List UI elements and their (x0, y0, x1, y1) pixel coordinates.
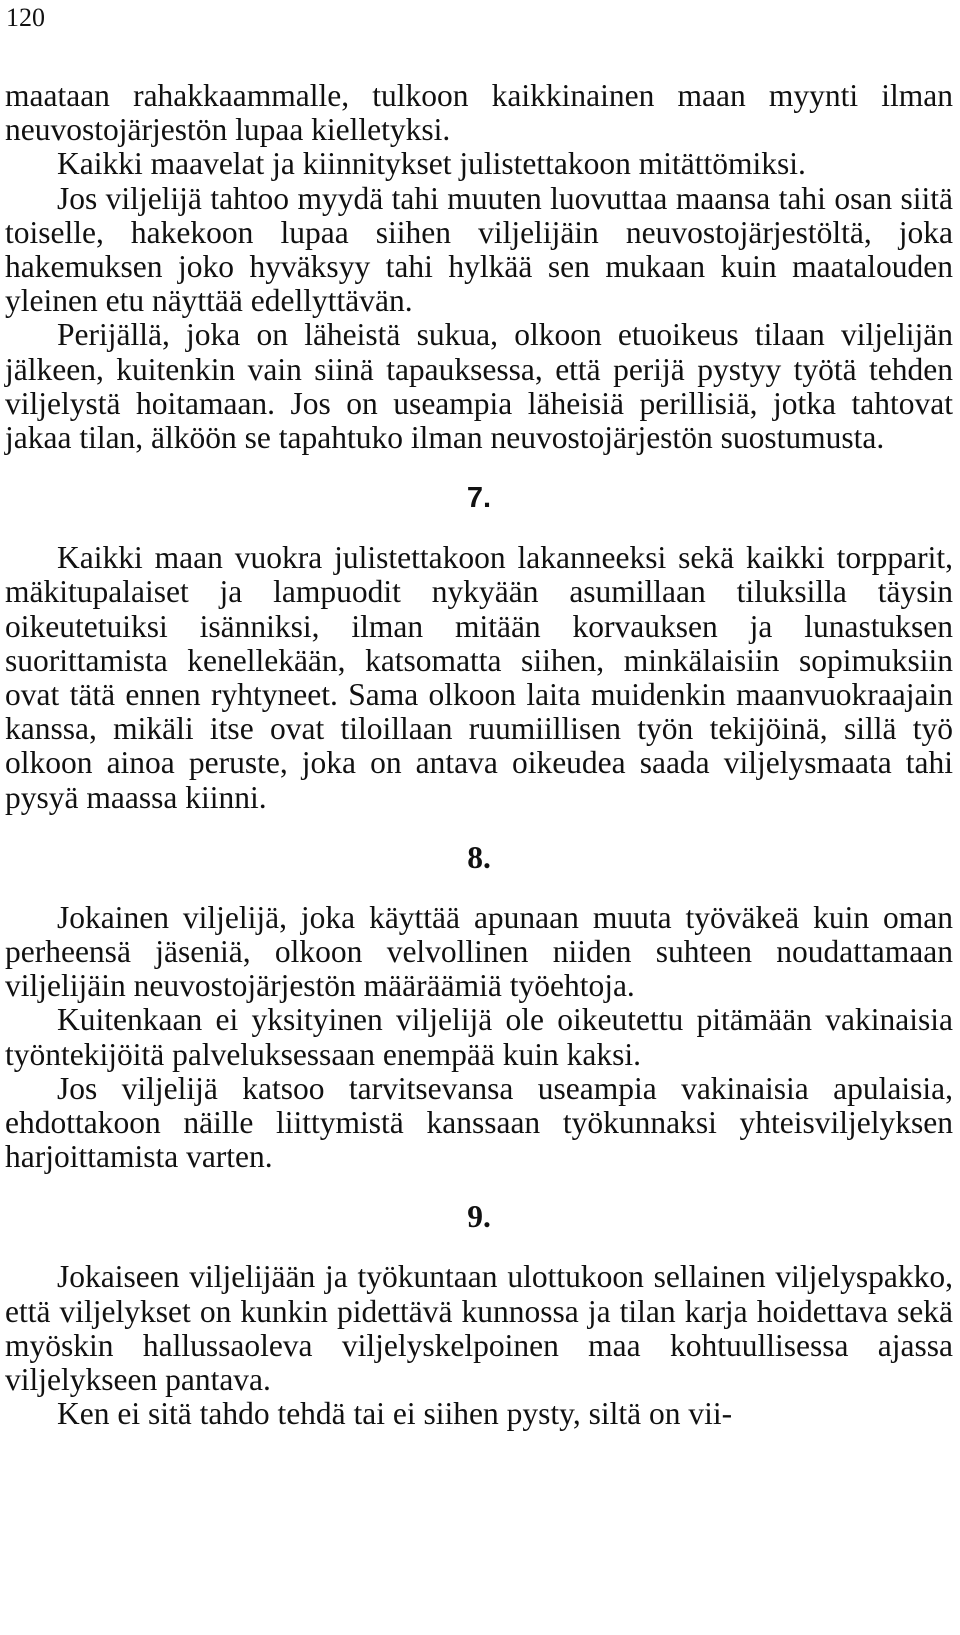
paragraph-lease-abolished: Kaikki maan vuokra julistettakoon lakanneeksi sekä kaikki torpparit, mäkitupalaiset ja lampuodit nykyään asumillaan tiluksilla täysin oikeutetuiksi isänniksi, ilman mitään korvauksen ja lunastuksen suorittamista kenellekään, katsomatta siihen, minkälaisiin sopimuksiin ovat tätä ennen ryhtyneet. Sama olkoon laita muidenkin maanvuokraajain kanssa, mikäli itse ovat tiloillaan ruumiillisen työn tekijöinä, sillä työ olkoon ainoa peruste, joka on antava oikeudea saada viljelysmaata tahi pysyä maassa kiinni. (5, 540, 953, 815)
paragraph-worker-limit: Kuitenkaan ei yksityinen viljelijä ole oikeutettu pitämään vakinaisia työntekijöitä palveluksessaan enempää kuin kaksi. (5, 1002, 953, 1072)
paragraph-work-collective: Jos viljelijä katsoo tarvitsevansa useampia vakinaisia apulaisia, ehdottakoon näille liittymistä kanssaan työkunnaksi yhteisviljelyksen harjoittamista varten. (5, 1070, 953, 1175)
paragraph-heirs: Perijällä, joka on läheistä sukua, olkoon etuoikeus tilaan viljelijän jälkeen, kuitenkin vain siinä tapauksessa, että perijä pystyy työtä tehden viljelystä hoitamaan. Jos on useampia läheisiä perillisiä, jotka tahtovat jakaa tilan, älköön se tapahtuko ilman neuvostojärjestön suostumusta. (5, 317, 953, 456)
paragraph-land-transfer: Jos viljelijä tahtoo myydä tahi muuten luovuttaa maansa tahi osan siitä toiselle, hakekoon lupaa siihen viljelijäin neuvostojärjestöltä, joka hakemuksen joko hyväksyy tahi hylkää sen mukaan kuin maatalouden yleinen etu näyttää edellyttävän. (5, 180, 953, 319)
paragraph-cultivation-duty: Jokaiseen viljelijään ja työkuntaan ulottukoon sellainen viljelyspakko, että viljelykset on kunkin pidettävä kunnossa ja tilan karja hoidettava sekä myöskin hallussaoleva viljelyskelpoinen maa kohtuullisessa ajassa viljelykseen pantava. (5, 1259, 953, 1398)
section-9-heading: 9. (467, 1199, 491, 1235)
paragraph-labor-terms: Jokainen viljelijä, joka käyttää apunaan muuta työväkeä kuin oman perheensä jäseniä, olkoon velvollinen niiden suhteen noudattamaan viljelijäin neuvostojärjestön määräämiä työehtoja. (5, 899, 953, 1004)
page-number: 120 (6, 3, 45, 32)
paragraph-cultivation-refusal: Ken ei sitä tahdo tehdä tai ei siihen pysty, siltä on vii- (57, 1396, 733, 1432)
section-7-heading: 7. (466, 482, 492, 515)
paragraph-continued: maataan rahakkaammalle, tulkoon kaikkinainen maan myynti ilman neuvostojärjestön lupaa kielletyksi. (5, 78, 953, 148)
section-8-heading: 8. (467, 839, 491, 875)
document-body (5, 79, 953, 1432)
paragraph-debts-void: Kaikki maavelat ja kiinnitykset julistettakoon mitättömiksi. (57, 146, 806, 182)
